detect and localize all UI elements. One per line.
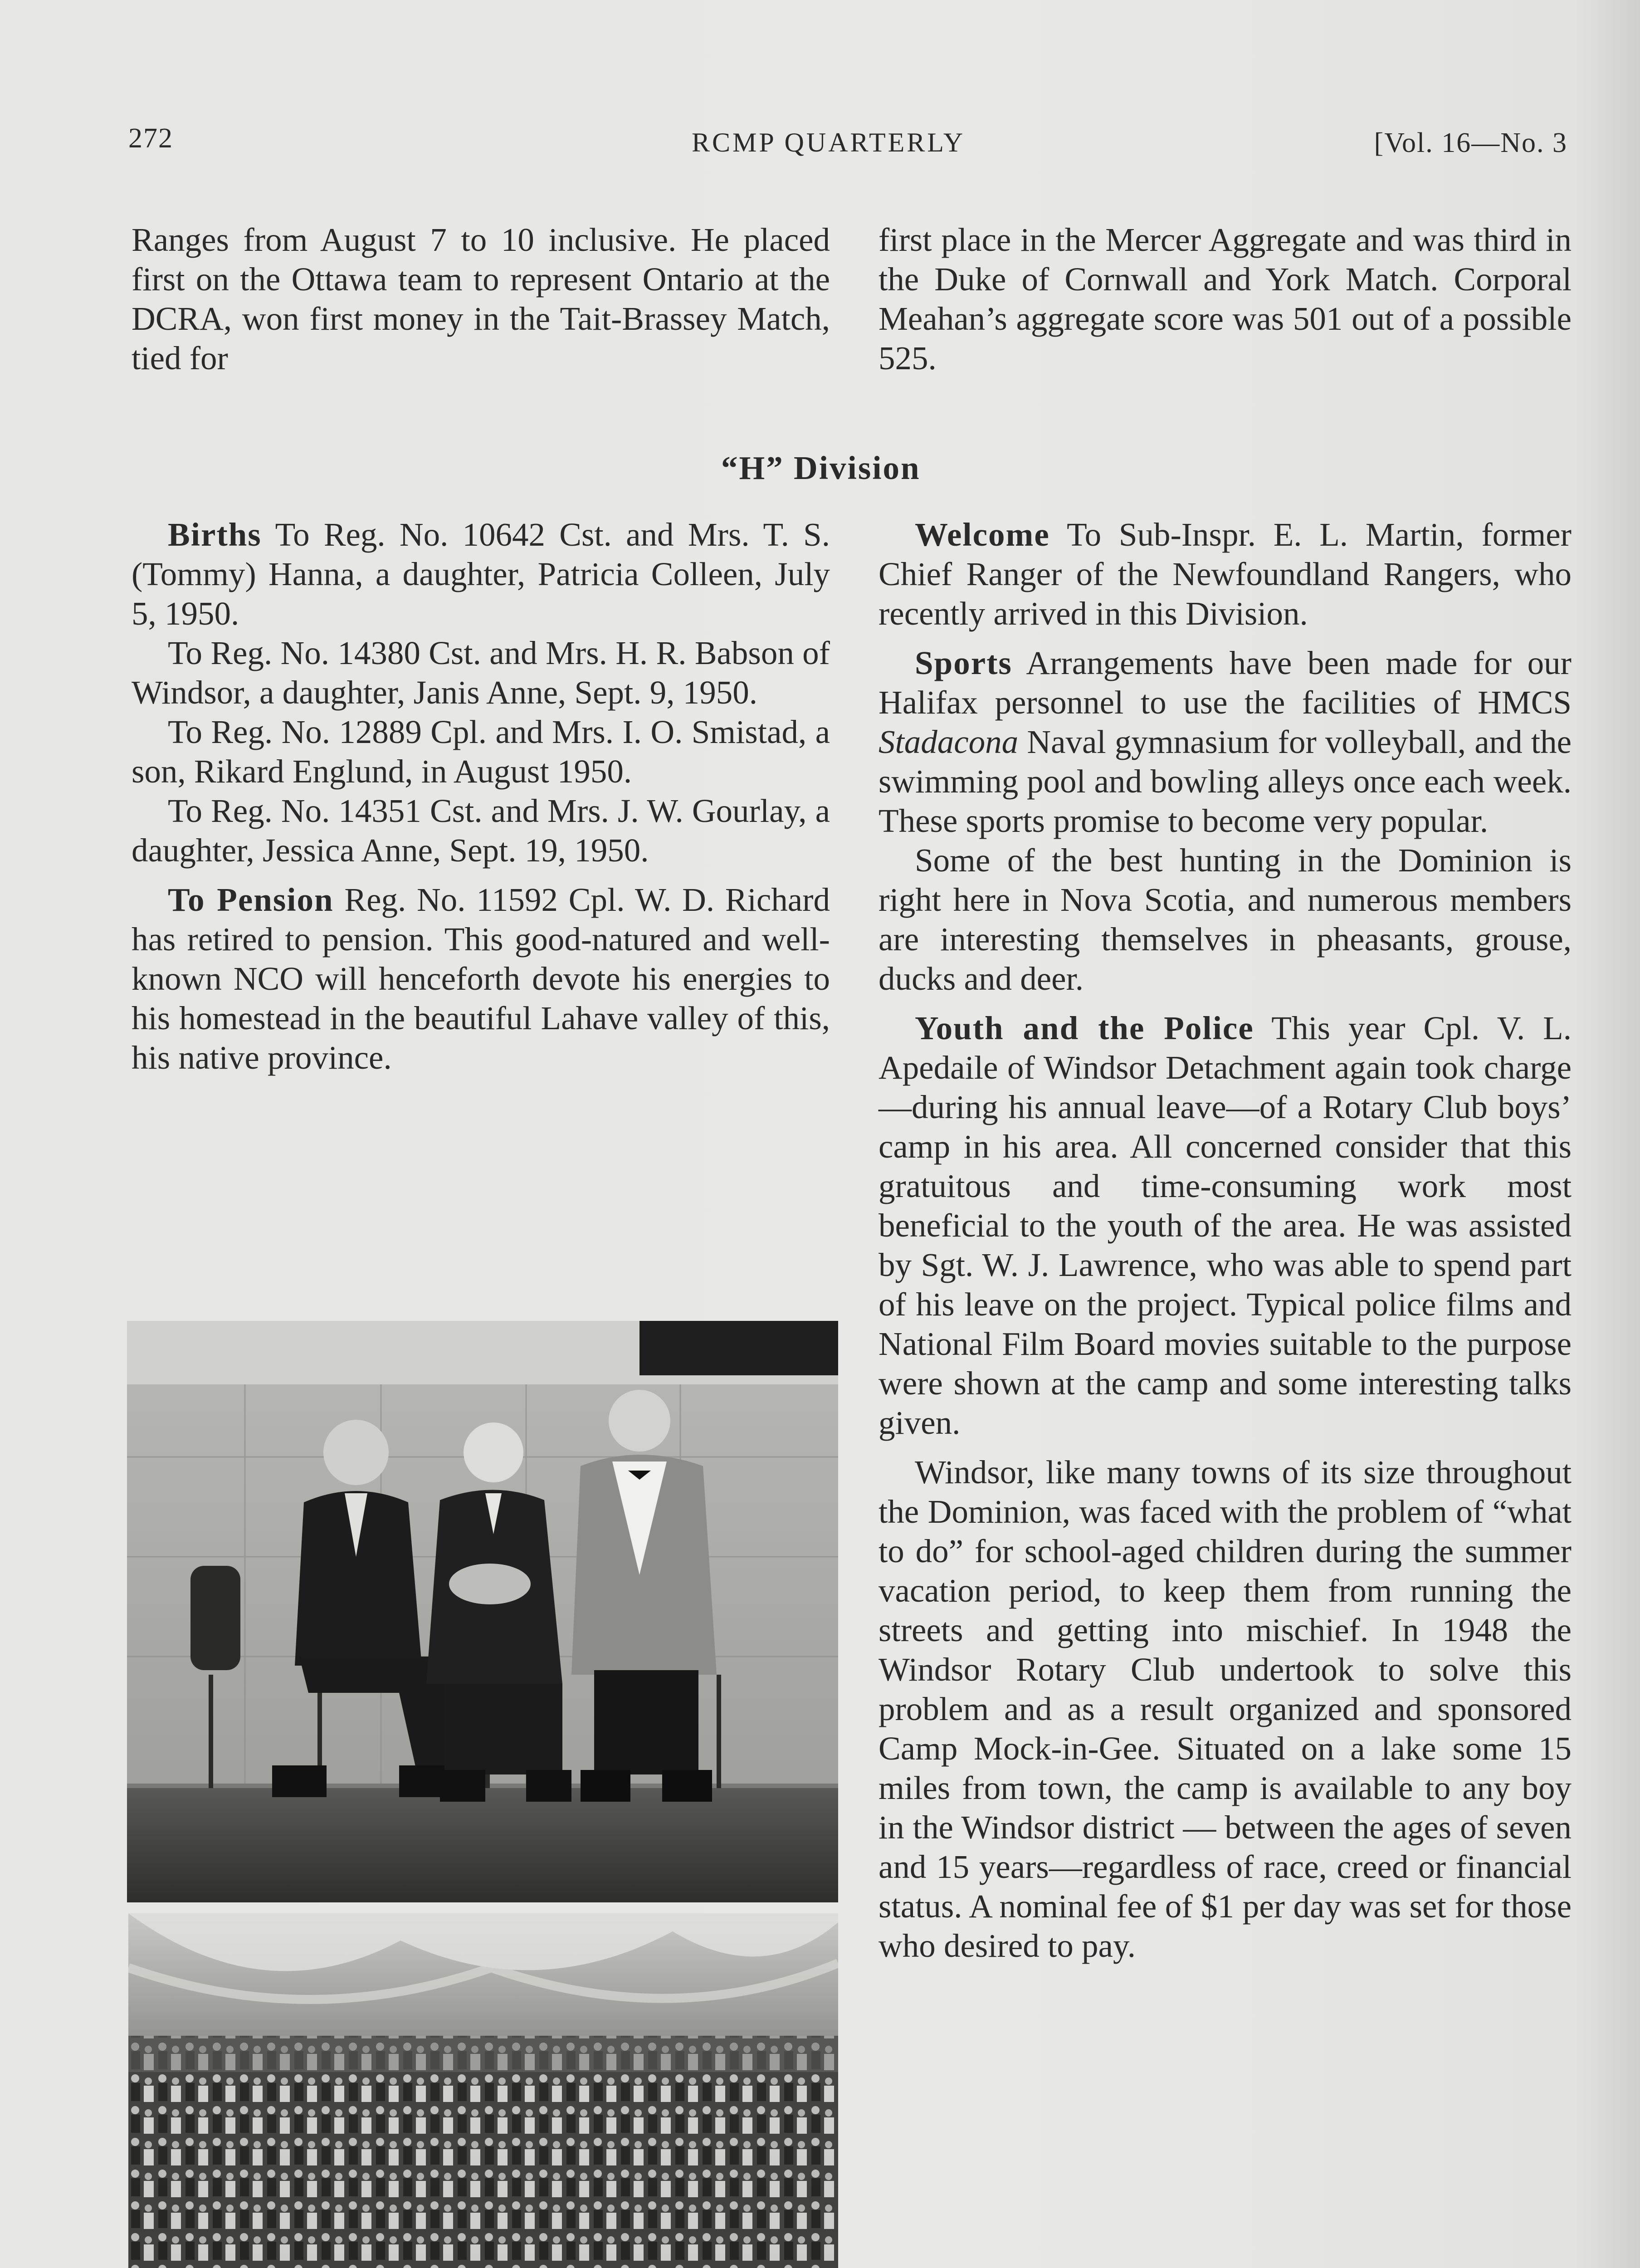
hunting-paragraph: Some of the best hunting in the Dominion is right here in Nova Scotia, and numerous members are interesting themselves in pheasants, grouse, ducks and deer.	[879, 842, 1572, 997]
birth-entry: To Reg. No. 10642 Cst. and Mrs. T. S. (Tommy) Hanna, a daughter, Patricia Colleen, July 5, 1950.	[132, 516, 830, 632]
running-title: RCMP QUARTERLY	[692, 127, 966, 157]
top-right-paragraph	[879, 220, 1572, 378]
top-left-paragraph	[132, 220, 830, 378]
continued-text-right: first place in the Mercer Aggregate and was third in the Duke of Cornwall and York Match. Corporal Meahan’s aggregate score was 501 out of a possible 525.	[879, 221, 1572, 376]
birth-entry: To Reg. No. 14351 Cst. and Mrs. J. W. Gourlay, a daughter, Jessica Anne, Sept. 19, 1950.	[132, 792, 830, 869]
birth-entry: To Reg. No. 12889 Cpl. and Mrs. I. O. Smistad, a son, Rikard Englund, in August 1950.	[132, 714, 830, 790]
sports-text: Naval gymnasium for volleyball, and the swimming pool and bowling alleys once each week. These sports promise to become very popular.	[879, 723, 1572, 839]
right-column	[879, 515, 1572, 1965]
left-column	[132, 515, 830, 1077]
birth-entry: To Reg. No. 14380 Cst. and Mrs. H. R. Babson of Windsor, a daughter, Janis Anne, Sept. 9, 1950.	[132, 635, 830, 711]
pension-lead: To Pension	[168, 881, 334, 918]
pension-text: Reg. No. 11592 Cpl. W. D. Richard has retired to pension. This good-natured and well-known NCO will henceforth devote his energies to his homestead in the beautiful Lahave valley of this, his native province.	[132, 881, 830, 1076]
section-heading: “H” Division	[721, 450, 921, 486]
sports-text: Arrangements have been made for our Halifax personnel to use the facilities of HMCS	[879, 645, 1572, 721]
page-number: 272	[128, 123, 173, 154]
photo-dance-scene	[128, 1913, 838, 2268]
welcome-text: To Sub-Inspr. E. L. Martin, former Chief Ranger of the Newfoundland Rangers, who recently arrived in this Division.	[879, 516, 1572, 632]
ship-name: Stadacona	[879, 723, 1019, 760]
sports-paragraph	[879, 643, 1572, 841]
youth-lead: Youth and the Police	[915, 1010, 1254, 1046]
births-lead: Births	[168, 516, 262, 553]
welcome-paragraph	[879, 515, 1572, 633]
photo-dance-scene-image	[128, 1913, 838, 2268]
births-paragraph	[132, 515, 830, 633]
youth-paragraph	[879, 1008, 1572, 1442]
windsor-paragraph: Windsor, like many towns of its size throughout the Dominion, was faced with the problem of “what to do” for school-aged children during the summer vacation period, to keep them from running the streets and getting into mischief. In 1948 the Windsor Rotary Club undertook to solve this problem and as a result organized and sponsored Camp Mock-in-Gee. Situated on a lake some 15 miles from town, the camp is available to any boy in the Windsor district — between the ages of seven and 15 years—regardless of race, creed or financial status. A nominal fee of $1 per day was set for those who desired to pay.	[879, 1454, 1572, 1964]
photo-three-men-image	[127, 1321, 838, 1902]
youth-text: This year Cpl. V. L. Apedaile of Windsor Detachment again took charge—during his annual leave—of a Rotary Club boys’ camp in his area. All concerned consider that this gratuitous and time-consuming work most beneficial to the youth of the area. He was assisted by Sgt. W. J. Lawrence, who was able to spend part of his leave on the project. Typical police films and National Film Board movies suitable to the purpose were shown at the camp and some interesting talks given.	[879, 1010, 1572, 1441]
sports-lead: Sports	[915, 645, 1012, 681]
photo-three-men	[127, 1321, 838, 1902]
pension-paragraph	[132, 880, 830, 1077]
volume-issue: [Vol. 16—No. 3	[1374, 127, 1567, 158]
welcome-lead: Welcome	[915, 516, 1050, 553]
continued-text-left: Ranges from August 7 to 10 inclusive. He placed first on the Ottawa team to represent Ontario at the DCRA, won first money in the Tait-Brassey Match, tied for	[132, 221, 830, 376]
